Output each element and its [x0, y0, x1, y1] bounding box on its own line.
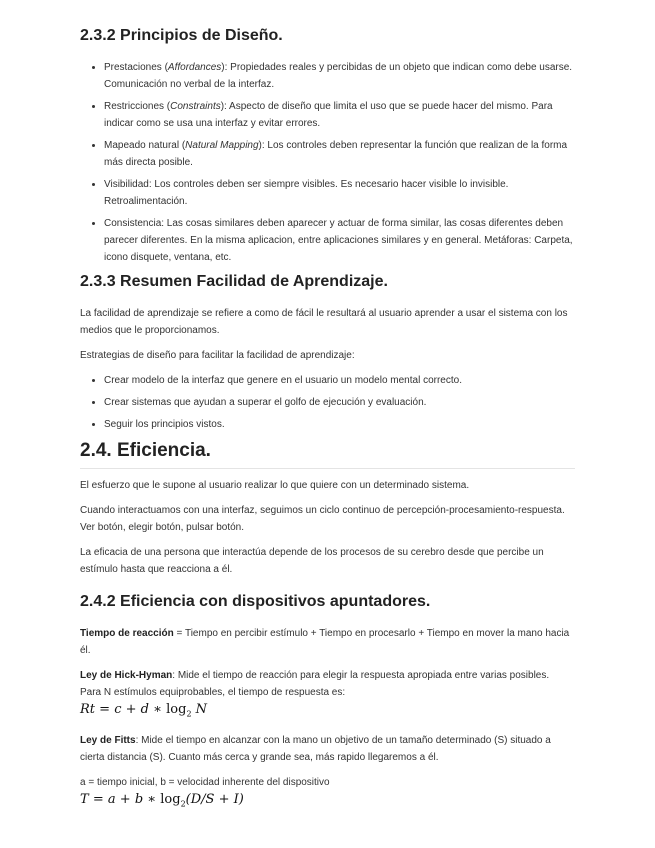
section-heading-2-3-2: 2.3.2 Principios de Diseño. — [80, 27, 283, 44]
section-heading-2-3-3: 2.3.3 Resumen Facilidad de Aprendizaje. — [80, 273, 388, 290]
fitts-law-paragraph: Ley de Fitts: Mide el tiempo en alcanzar con la mano un objetivo de un tamaño determinado (S) situado a cierta distancia (S). Cuanto más cerca y grande sea, más rapido llegaremos a él. — [80, 734, 551, 763]
list-item: • Prestaciones (Affordances): Propiedades reales y percibidas de un objeto que indican como debe usarse. Comunicación no verbal de la interfaz. — [104, 59, 575, 93]
section-heading-2-4-2: 2.4.2 Eficiencia con dispositivos apuntadores. — [80, 593, 431, 610]
strategies-list — [80, 372, 575, 433]
hick-hyman-formula: Rt = c + d ∗ $\log_2 N$ — [80, 702, 208, 719]
list-item: • Mapeado natural (Natural Mapping): Los controles deben representar la función que realizan de la forma más directa posible. — [104, 137, 575, 171]
paragraph: La facilidad de aprendizaje se refiere a como de fácil le resultará al usuario aprender a usar el sistema con los medios que le proporcionamos. — [80, 308, 568, 336]
paragraph: a = tiempo inicial, b = velocidad inherente del dispositivo — [80, 776, 330, 788]
paragraph: Estrategias de diseño para facilitar la facilidad de aprendizaje: — [80, 350, 355, 361]
paragraph: Cuando interactuamos con una interfaz, seguimos un ciclo continuo de percepción-procesamiento-respuesta. Ver botón, elegir botón, pulsar botón. — [80, 505, 565, 533]
design-principles-list — [80, 59, 575, 266]
paragraph: El esfuerzo que le supone al usuario realizar lo que quiere con un determinado sistema. — [80, 480, 470, 491]
paragraph: La eficacia de una persona que interactúa depende de los procesos de su cerebro desde que percibe un estímulo hasta que reacciona a él. — [80, 547, 544, 575]
list-item: • Seguir los principios vistos. — [104, 416, 575, 433]
list-item: • Visibilidad: Los controles deben ser siempre visibles. Es necesario hacer visible lo invisible. Retroalimentación. — [104, 176, 575, 210]
list-item: • Consistencia: Las cosas similares deben aparecer y actuar de forma similar, las cosas diferentes deben parecer diferentes. En la misma aplicacion, entre aplicaciones similares y en general. Metáforas: Carpeta, icono disquete, ventana, etc. — [104, 215, 575, 266]
fitts-formula: T = a + b ∗ $\log_2(D/S + I)$ — [80, 791, 244, 809]
paragraph: Para N estímulos equiprobables, el tiempo de respuesta es: — [80, 687, 346, 698]
section-heading-2-4: 2.4. Eficiencia. — [80, 439, 575, 469]
list-item: • Crear modelo de la interfaz que genere en el usuario un modelo mental correcto. — [104, 372, 575, 389]
list-item: • Crear sistemas que ayudan a superar el golfo de ejecución y evaluación. — [104, 394, 575, 411]
hick-hyman-paragraph: Ley de Hick-Hyman: Mide el tiempo de reacción para elegir la respuesta apropiada entre varias posibles. — [80, 670, 550, 681]
reaction-time-paragraph: Tiempo de reacción = Tiempo en percibir estímulo + Tiempo en procesarlo + Tiempo en mover la mano hacia él. — [80, 628, 570, 656]
list-item: • Restricciones (Constraints): Aspecto de diseño que limita el uso que se puede hacer del mismo. Para indicar como se usa una interfaz y evitar errores. — [104, 98, 575, 132]
